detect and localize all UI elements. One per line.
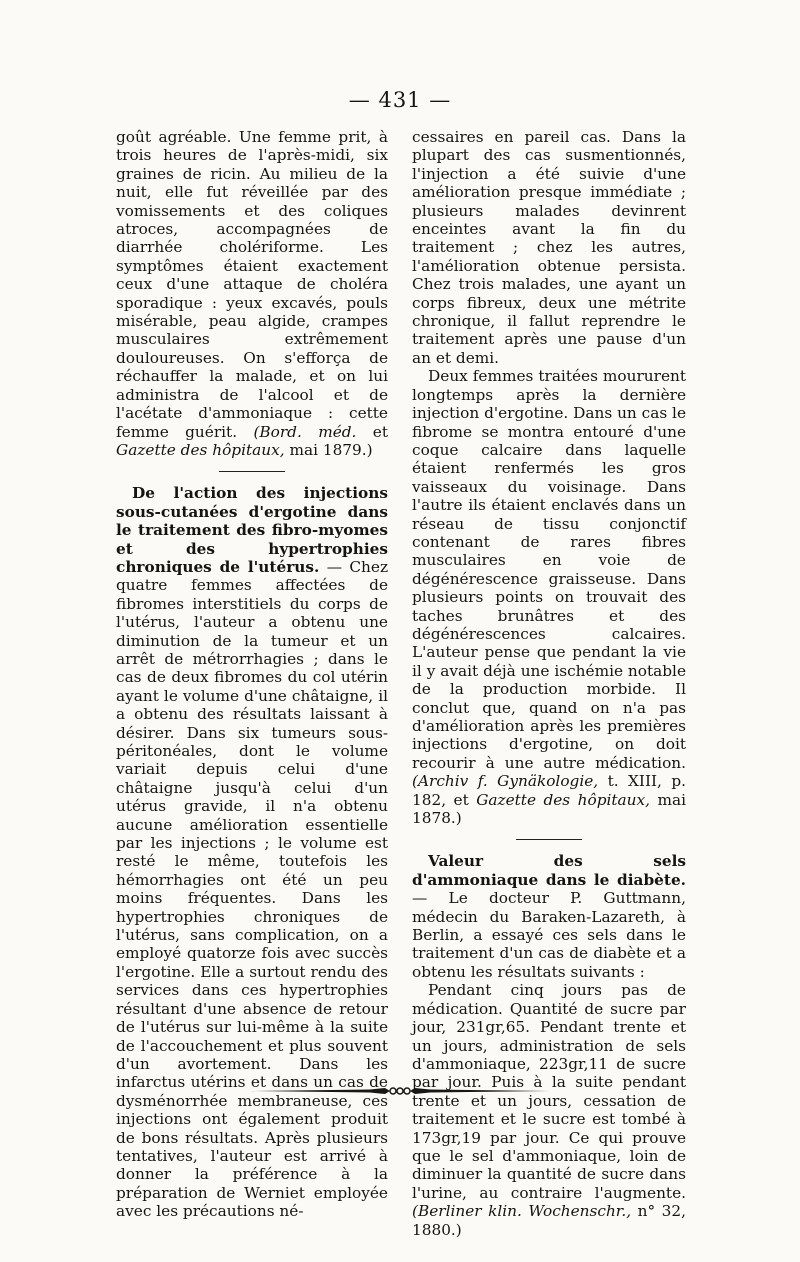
right-paragraph-2-source: (Archiv f. Gynäkologie, bbox=[412, 772, 599, 791]
page-number: — 431 — bbox=[348, 88, 452, 112]
right-paragraph-2-source-3: Gazette des hôpitaux, bbox=[476, 790, 650, 809]
ergotine-article bbox=[116, 484, 388, 1220]
section-rule bbox=[219, 471, 285, 472]
left-paragraph-1-source-3: Gazette des hôpitaux, bbox=[116, 440, 285, 459]
end-ornament bbox=[250, 1085, 550, 1097]
right-paragraph-2-text: Deux femmes traitées moururent longtemps après la dernière injection d'ergotine. Dans un cas le fibrome se montra entouré d'une coque calcaire dans laquelle étaient renfermés les gros vaisseaux du voisinage. Dans l'autre ils étaient enclavés dans un réseau de tissu conjonctif contenant de rares fibres musculaires en voie de dégénérescence graisseuse. Dans plusieurs points on trouvait des taches brunâtres et des dégénérescences calcaires. L'auteur pense que pendant la vie il y avait déjà une ischémie notable de la production morbide. Il conclut que, quand on n'a pas d'amélioration après les premières injections d'ergotine, on doit recourir à une autre médication. bbox=[412, 367, 686, 772]
right-paragraph-2-source-4: mai 1878.) bbox=[412, 790, 686, 828]
ammoniaque-article-intro: — Le docteur P. Guttmann, médecin du Baraken-Lazareth, à Berlin, a essayé ces sels dans le traitement d'un cas de diabète et a obtenu les résultats suivants : bbox=[412, 889, 686, 981]
right-paragraph-2-source-2: t. XIII, p. 182, et bbox=[412, 772, 686, 809]
ammoniaque-article-heading: Valeur des sels d'ammoniaque dans le diabète. bbox=[412, 852, 686, 889]
left-paragraph-1 bbox=[116, 128, 388, 459]
left-paragraph-1-source: (Bord. méd. bbox=[253, 422, 357, 441]
left-paragraph-1-source-2: et bbox=[372, 422, 388, 441]
right-paragraph-3-source: (Berliner klin. Wochenschr., bbox=[412, 1202, 632, 1221]
right-paragraph-3 bbox=[412, 981, 686, 1239]
left-paragraph-1-source-4: mai 1879.) bbox=[289, 440, 373, 459]
left-paragraph-1-text: goût agréable. Une femme prit, à trois heures de l'après-midi, six graines de ricin. Au milieu de la nuit, elle fut réveillée par des vomissements et des coliques atroces, accompagnées de diarrhée cholériforme. Les symptômes étaient exactement ceux d'une attaque de choléra sporadique : yeux excavés, pouls misérable, peau algide, crampes musculaires extrêmement douloureuses. On s'efforça de réchauffer la malade, et on lui administra de l'alcool et de l'acétate d'ammoniaque : cette femme guérit. bbox=[116, 128, 388, 441]
right-paragraph-3-source-2: n° 32, 1880.) bbox=[412, 1202, 686, 1239]
ergotine-article-heading: De l'action des injections sous-cutanées d'ergotine dans le traitement des fibro-myomes et des hypertrophies chroniques de l'utérus. bbox=[116, 484, 388, 576]
left-column bbox=[116, 128, 388, 1221]
right-column bbox=[412, 128, 686, 1239]
right-paragraph-1: cessaires en pareil cas. Dans la plupart des cas susmentionnés, l'injection a été suivie d'une amélioration presque immédiate ; plusieurs malades devinrent enceintes avant la fin du traitement ; chez les autres, l'amélioration obtenue persista. Chez trois malades, une ayant un corps fibreux, deux une métrite chronique, il fallut reprendre le traitement après une pause d'un an et demi. bbox=[412, 128, 686, 367]
right-paragraph-2 bbox=[412, 367, 686, 827]
right-paragraph-3-text: Pendant cinq jours pas de médication. Quantité de sucre par jour, 231gr,65. Pendant trente et un jours, administration de sels d'ammoniaque, 223gr,11 de sucre par jour. Puis à la suite pendant trente et un jours, cessation de traitement et le sucre est tombé à 173gr,19 par jour. Ce qui prouve que le sel d'ammoniaque, loin de diminuer la quantité de sucre dans l'urine, au contraire l'augmente. bbox=[412, 981, 686, 1202]
section-rule bbox=[516, 839, 582, 840]
ammoniaque-article bbox=[412, 852, 686, 981]
ornament-rule-icon bbox=[250, 1085, 550, 1097]
ergotine-article-body: — Chez quatre femmes affectées de fibromes interstitiels du corps de l'utérus, l'auteur a obtenu une diminution de la tumeur et un arrêt de métrorrhagies ; dans le cas de deux fibromes du col utérin ayant le volume d'une châtaigne, il a obtenu des résultats laissant à désirer. Dans six tumeurs sous-péritonéales, dont le volume variait depuis celui d'une châtaigne jusqu'à celui d'un utérus gravide, il n'a obtenu aucune amélioration essentielle par les injections ; le volume est resté le même, toutefois les hémorrhagies ont été un peu moins fréquentes. Dans les hypertrophies chroniques de l'utérus, sans complication, on a employé quatorze fois avec succès l'ergotine. Elle a surtout rendu des services dans ces hypertrophies résultant d'une absence de retour de l'utérus sur lui-même à la suite de l'accouchement et plus souvent d'un avortement. Dans les infarctus utérins et dans un cas de dysménorrhée membraneuse, ces injections ont également produit de bons résultats. Après plusieurs tentatives, l'auteur est arrivé à donner la préférence à la préparation de Werniet employée avec les précautions né- bbox=[116, 557, 389, 1221]
